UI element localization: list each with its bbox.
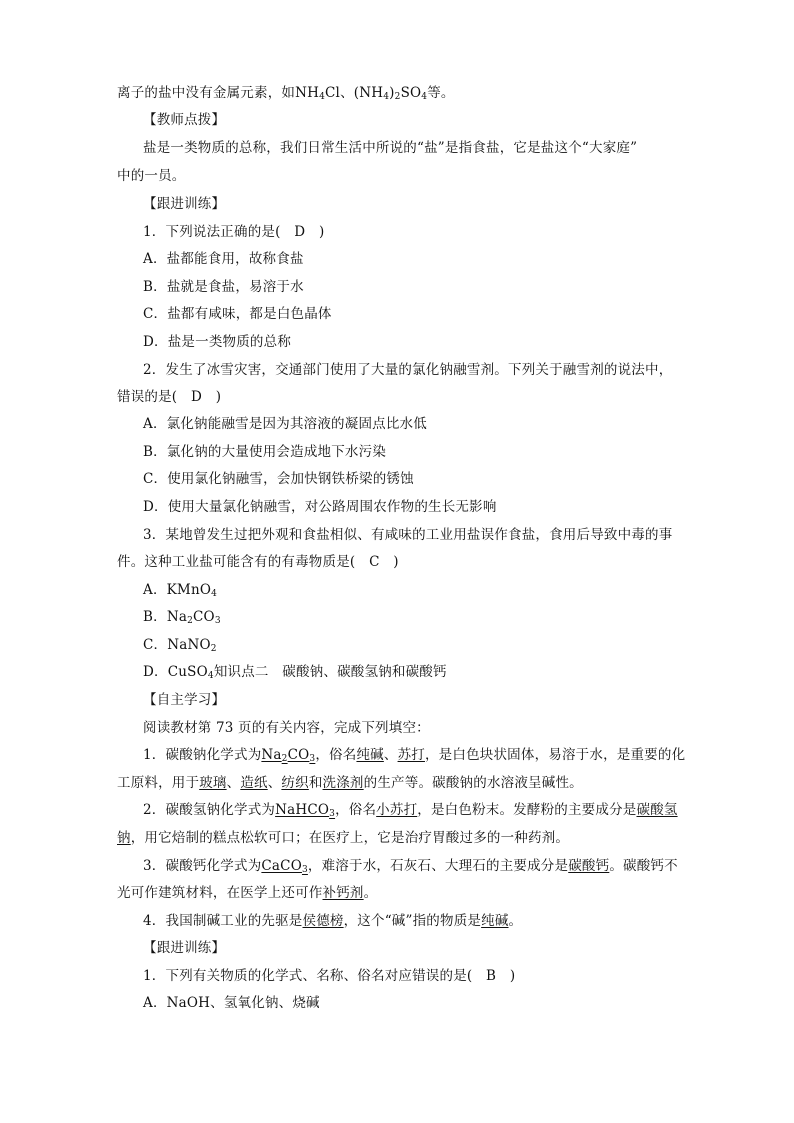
text-segment: 。 xyxy=(363,885,378,901)
text-line xyxy=(143,580,217,600)
answer-blank: 3 xyxy=(309,754,316,764)
text-segment: C．盐都有咸味，都是白色晶体 xyxy=(143,306,332,322)
text-segment: A．盐都能食用，故称食盐 xyxy=(143,251,304,267)
text-segment: Cl、(NH xyxy=(325,85,384,101)
text-line xyxy=(143,222,324,242)
text-segment: CO xyxy=(193,609,215,625)
text-line xyxy=(143,718,430,738)
answer-blank: NaHCO xyxy=(275,802,330,818)
text-line xyxy=(143,966,515,986)
text-segment: C．使用氯化钠融雪，会加快钢铁桥梁的锈蚀 xyxy=(143,471,414,487)
text-segment: 错误的是( D ) xyxy=(117,389,222,405)
text-segment: 2 xyxy=(187,616,194,626)
text-segment: ，这个“碱”指的物质是 xyxy=(343,913,482,929)
text-segment: 。碳酸钙不 xyxy=(609,858,678,874)
text-segment: 2．碳酸氢钠化学式为 xyxy=(143,802,276,818)
text-segment: ，是白色粉末。发酵粉的主要成分是 xyxy=(417,802,637,818)
answer-blank: 纯碱 xyxy=(356,747,384,763)
text-segment: 盐是一类物质的总称，我们日常生活中所说的“盐”是指食盐，它是盐这个“大家庭” xyxy=(143,140,638,156)
text-line xyxy=(143,277,304,297)
text-segment: A．氯化钠能融雪是因为其溶液的凝固点比水低 xyxy=(143,416,427,432)
text-line xyxy=(143,138,637,158)
answer-blank: 苏打 xyxy=(397,747,425,763)
text-segment: ，俗名 xyxy=(335,802,377,818)
text-line xyxy=(143,194,225,214)
answer-blank: 侯德榜 xyxy=(302,913,344,929)
answer-blank: 碳酸钙 xyxy=(568,858,610,874)
text-segment: 等。 xyxy=(427,85,455,101)
text-segment: ，是白色块状固体，易溶于水，是重要的化 xyxy=(424,747,686,763)
answer-blank: 洗涤剂 xyxy=(322,775,364,791)
text-segment: 知识点二 碳酸钠、碳酸氢钠和碳酸钙 xyxy=(213,664,447,680)
answer-blank: 纯碱 xyxy=(481,913,509,929)
text-segment: D．使用大量氯化钠融雪，对公路周围农作物的生长无影响 xyxy=(143,499,497,515)
text-segment: 工原料，用于 xyxy=(117,775,200,791)
answer-blank: 小苏打 xyxy=(376,802,418,818)
text-segment: 【跟进训练】 xyxy=(143,940,226,956)
text-line xyxy=(143,304,332,324)
text-segment: 。 xyxy=(508,913,523,929)
text-line xyxy=(143,442,386,462)
text-segment: 、 xyxy=(226,775,241,791)
text-segment: ，用它焙制的糕点松软可口；在医疗上，它是治疗胃酸过多的一种药剂。 xyxy=(130,830,570,846)
text-segment: 4 xyxy=(383,92,390,102)
text-segment: 2．发生了冰雪灾害，交通部门使用了大量的氯化钠融雪剂。下列关于融雪剂的说法中， xyxy=(143,362,673,378)
text-line xyxy=(143,745,685,765)
text-segment: 【自主学习】 xyxy=(143,692,226,708)
text-segment: 的生产等。碳酸钠的水溶液呈碱性。 xyxy=(363,775,583,791)
answer-blank: 碳酸氢 xyxy=(636,802,678,818)
text-segment: 4．我国制碱工业的先驱是 xyxy=(143,913,303,929)
text-line xyxy=(117,83,455,103)
text-segment: 、 xyxy=(267,775,282,791)
text-segment: 阅读教材第 73 页的有关内容，完成下列填空： xyxy=(143,720,430,736)
text-line xyxy=(143,856,678,876)
text-segment: 【教师点拨】 xyxy=(143,112,226,128)
answer-blank: Na xyxy=(261,747,282,763)
text-segment: B．氯化钠的大量使用会造成地下水污染 xyxy=(143,444,387,460)
text-line xyxy=(117,883,377,903)
text-segment: 【跟进训练】 xyxy=(143,196,226,212)
text-segment: 光可作建筑材料，在医学上还可作 xyxy=(117,885,323,901)
text-segment: 1．下列说法正确的是( D ) xyxy=(143,224,325,240)
text-segment: 、 xyxy=(383,747,398,763)
text-segment: 4 xyxy=(207,671,214,681)
text-line xyxy=(143,414,427,434)
text-segment: 2 xyxy=(210,644,217,654)
answer-blank: 钠 xyxy=(117,830,131,846)
text-line xyxy=(143,800,678,820)
text-segment: C．NaNO xyxy=(143,637,211,653)
text-line xyxy=(143,690,225,710)
text-segment: ) xyxy=(389,85,395,101)
text-line xyxy=(143,332,291,352)
text-line xyxy=(143,635,217,655)
text-segment: 3．某地曾发生过把外观和食盐相似、有咸味的工业用盐误作食盐，食用后导致中毒的事 xyxy=(143,527,673,543)
text-line xyxy=(143,938,225,958)
text-line xyxy=(143,360,672,380)
answer-blank: 玻璃 xyxy=(199,775,227,791)
answer-blank: CaCO xyxy=(261,858,302,874)
text-segment: 4 xyxy=(211,589,218,599)
text-line xyxy=(117,552,399,572)
text-line xyxy=(117,166,186,186)
text-line xyxy=(143,607,221,627)
text-segment: 1．下列有关物质的化学式、名称、俗名对应错误的是( B ) xyxy=(143,968,516,984)
answer-blank: 纺织 xyxy=(281,775,309,791)
text-segment: A．NaOH、氢氧化钠、烧碱 xyxy=(143,995,320,1011)
text-segment: 2 xyxy=(394,92,401,102)
text-line xyxy=(143,497,497,517)
text-segment: 4 xyxy=(319,92,326,102)
text-line xyxy=(143,110,225,130)
text-segment: D．盐是一类物质的总称 xyxy=(143,334,292,350)
text-segment: B．盐就是食盐，易溶于水 xyxy=(143,279,304,295)
text-segment: 离子的盐中没有金属元素，如NH xyxy=(117,85,320,101)
text-segment: D．CuSO xyxy=(143,664,208,680)
text-segment: 1．碳酸钠化学式为 xyxy=(143,747,262,763)
text-line xyxy=(143,911,522,931)
text-segment: SO xyxy=(400,85,422,101)
text-line xyxy=(143,662,447,682)
answer-blank: 2 xyxy=(281,754,288,764)
text-segment: A．KMnO xyxy=(143,582,212,598)
text-line xyxy=(143,249,304,269)
answer-blank: CO xyxy=(287,747,310,763)
text-segment: B．Na xyxy=(143,609,188,625)
text-segment: ，难溶于水，石灰石、大理石的主要成分是 xyxy=(307,858,569,874)
text-line xyxy=(117,773,583,793)
text-segment: ，俗名 xyxy=(315,747,357,763)
text-line xyxy=(143,993,320,1013)
answer-blank: 造纸 xyxy=(240,775,268,791)
answer-blank: 3 xyxy=(301,865,308,875)
text-line xyxy=(117,387,221,407)
text-segment: 4 xyxy=(421,92,428,102)
text-segment: 3．碳酸钙化学式为 xyxy=(143,858,262,874)
text-segment: 中的一员。 xyxy=(117,168,186,184)
text-segment: 3 xyxy=(214,616,221,626)
text-line xyxy=(143,525,672,545)
text-line xyxy=(117,828,569,848)
text-line xyxy=(143,469,414,489)
answer-blank: 补钙剂 xyxy=(322,885,364,901)
answer-blank: 3 xyxy=(329,809,336,819)
text-segment: 件。这种工业盐可能含有的有毒物质是( C ) xyxy=(117,554,399,570)
text-segment: 和 xyxy=(308,775,323,791)
